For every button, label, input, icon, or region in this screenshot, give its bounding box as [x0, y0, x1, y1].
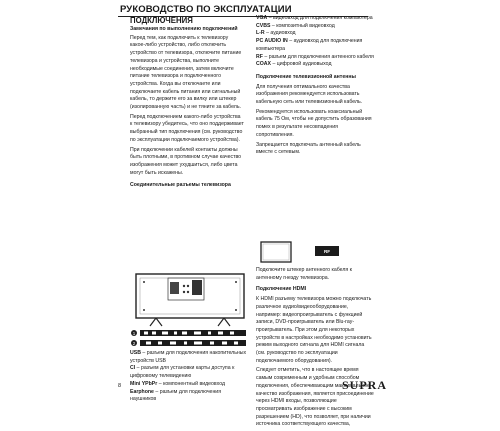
hdmi-paragraph-1: К HDMI разъему телевизора можно подключать различное аудио/видеооборудование, например: видеопроигрыватель с функцией записи, DVD-проигрыватель или Blu-ray-проигрыватель. При этом для некоторых устройств в настройках необходимо установить режим выходного сигнала для HDMI сигнала (см. руководство по эксплуатации подключаемого оборудования). — [256, 296, 372, 364]
left-stand-icon — [150, 318, 156, 326]
connector-strip-2 — [140, 340, 246, 346]
antenna-title: Подключение телевизионной антенны — [256, 73, 356, 80]
right-column — [256, 15, 374, 159]
port-rf: RF – разъем для подключения антенного кабеля — [256, 53, 374, 60]
port-lr: L-R – аудиовход — [256, 30, 296, 37]
connector-panel-icon — [192, 280, 202, 295]
notes-paragraph-3: При подключении кабелей контакты должны быть плотными, в противном случае качество изображения может ухудшиться, либо цвета могут быть искажены. — [130, 146, 242, 176]
hdmi-paragraph-2: Следует отметить, что в настоящее время самым современным и удобным способом подключения, обеспечивающим максимальное качество изображения, является присоединение через HDMI входы, позволяющие просматривать изображение с высоким разрешением (HD), что позволяет, при наличии источника соответствующего качества, — [256, 367, 374, 428]
hdmi-title: Подключение HDMI — [256, 286, 307, 293]
tv-icon — [261, 242, 291, 262]
antenna-paragraph-3: Запрещается подключать антенный кабель вместе с сетевым. — [256, 141, 361, 156]
antenna-caption: Подключите штекер антенного кабеля к антенному гнезду телевизора. — [256, 267, 352, 281]
ports-list — [256, 15, 374, 69]
notes-paragraph-2: Перед подключением какого-либо устройства к телевизору убедитесь, что оно поддерживает выбранный тип подключения (см. руководство по эксплуатации подключаемого устройства). — [130, 113, 244, 143]
antenna-paragraph-1: Для получения оптимального качества изображения рекомендуется использовать кабельную сеть или телевизионный кабель. — [256, 83, 363, 106]
page-header-title: РУКОВОДСТВО ПО ЭКСПЛУАТАЦИИ — [120, 4, 292, 15]
tv-back-outline — [136, 274, 244, 318]
tv-connectors-diagram — [130, 272, 248, 352]
port-usb: USB – разъем для подключения накопительных устройств USB — [130, 350, 247, 364]
hdmi-column — [256, 267, 374, 431]
port-vga: VGA – видеовход для подключения компьютера — [256, 15, 373, 21]
section-title: ПОДКЛЮЧЕНИЯ — [130, 16, 193, 25]
brand-logo: SUPRA — [342, 378, 388, 392]
left-column — [130, 15, 244, 191]
strip-marker-1-label: 1 — [132, 330, 136, 336]
connectors-title: Соединительные разъемы телевизора — [130, 182, 231, 189]
port-ci: CI – разъем для установки карты доступа к цифровому телевидению — [130, 365, 235, 380]
notes-title: Замечания по выполнению подключений — [130, 26, 238, 32]
right-stand-icon — [218, 318, 224, 326]
antenna-paragraph-2: Рекомендуется использовать коаксиальный кабель 75 Ом, чтобы не допустить образования помех в результате несовпадения сопротивления. — [256, 108, 372, 138]
rf-label: RF — [323, 249, 331, 254]
port-ypbpr: Mini YPbPr – компонентный видеовход — [130, 380, 226, 387]
port-earphone: Earphone – разъем для подключения наушников — [130, 388, 222, 403]
strip-marker-2-label: 2 — [132, 340, 136, 346]
port-pc-audio: PC AUDIO IN – аудиовход для подключения компьютера — [256, 38, 363, 52]
port-coax: COAX – цифровой аудиовыход — [256, 61, 332, 68]
page-number: 8 — [118, 383, 122, 389]
port-cvbs: CVBS – композитный видеовход — [256, 22, 335, 29]
notes-paragraph-1: Перед тем, как подключить к телевизору какое-либо устройство, либо отключить устройство от телевизора, отключите питание телевизора и устройства, выполните необходимые соединения, затем включите питание телевизора и подключенного устройства. Когда вы отключаете или подключаете кабель питания или сигнальный кабель, то держите его за вилку или штекер (изолированную часть) и не тяните за кабель. — [130, 34, 242, 111]
connector-block-icon — [170, 282, 179, 294]
bottom-left-ports — [130, 350, 248, 404]
